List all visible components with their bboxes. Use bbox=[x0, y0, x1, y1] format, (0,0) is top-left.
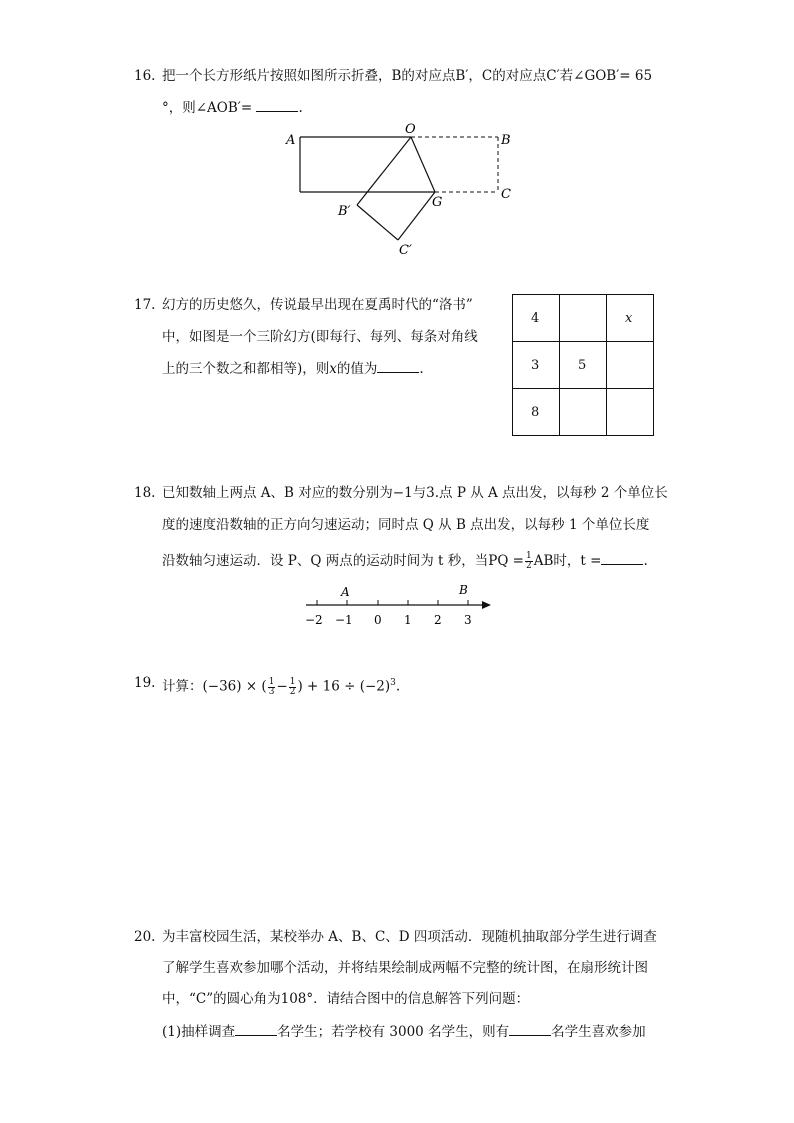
q19-f1-den: 3 bbox=[268, 686, 275, 697]
q19-f2-num: 1 bbox=[289, 676, 296, 687]
magic-cell: 3 bbox=[513, 342, 560, 389]
q20-blank-2 bbox=[509, 1021, 551, 1036]
q16-answer-blank bbox=[256, 97, 298, 112]
tick-label: 3 bbox=[464, 613, 472, 627]
fold-figure bbox=[280, 122, 520, 262]
q17-line3-mid: 的值为 bbox=[336, 361, 378, 377]
tick-label: −1 bbox=[335, 613, 353, 627]
q17-var-x: x bbox=[329, 361, 337, 377]
q17-line2: 中，如图是一个三阶幻方(即每行、每列、每条对角线 bbox=[162, 329, 478, 345]
q18-line2: 度的速度沿数轴的正方向匀速运动；同时点 Q 从 B 点出发，以每秒 1 个单位长度 bbox=[162, 517, 650, 533]
label-Bp: B′ bbox=[338, 204, 351, 219]
magic-cell bbox=[560, 295, 607, 342]
q20-line3: 中，“C”的圆心角为108°．请结合图中的信息解答下列问题： bbox=[162, 991, 530, 1007]
label-A: A bbox=[286, 133, 296, 148]
label-B: B bbox=[501, 133, 511, 148]
q18-number: 18. bbox=[134, 485, 156, 501]
q20-blank-1 bbox=[235, 1021, 277, 1036]
tick-label: 2 bbox=[434, 613, 442, 627]
magic-row bbox=[513, 389, 654, 436]
magic-cell: x bbox=[607, 295, 654, 342]
number-line bbox=[298, 580, 498, 630]
q18-frac-den: 2 bbox=[526, 561, 532, 571]
q20-line4-b: 名学生；若学校有 3000 名学生，则有 bbox=[277, 1024, 510, 1040]
magic-row bbox=[513, 342, 654, 389]
tick-label: 1 bbox=[404, 613, 412, 627]
label-G: G bbox=[432, 195, 443, 210]
q20-line4 bbox=[162, 1021, 646, 1042]
q17-line3 bbox=[162, 358, 424, 379]
q19-frac1 bbox=[268, 678, 276, 697]
label-C: C bbox=[501, 187, 511, 202]
q16-number: 16. bbox=[134, 68, 156, 84]
q18-line3 bbox=[162, 550, 648, 571]
tick-label: 0 bbox=[374, 613, 382, 627]
q19-number: 19. bbox=[134, 675, 156, 691]
fold-line-OG bbox=[411, 137, 435, 192]
q19-pre: 计算：(−36) × ( bbox=[162, 678, 267, 695]
tick-label: −2 bbox=[305, 613, 323, 627]
axis-arrow bbox=[482, 601, 491, 609]
q16-line2-post: . bbox=[298, 100, 303, 116]
q19-exponent: 3 bbox=[390, 678, 396, 688]
magic-row bbox=[513, 295, 654, 342]
label-Cp: C′ bbox=[399, 243, 412, 258]
q19-f1-num: 1 bbox=[268, 676, 275, 687]
magic-cell bbox=[607, 389, 654, 436]
point-B-label: B bbox=[459, 583, 468, 597]
segment-OBp bbox=[357, 137, 411, 205]
magic-cell: 8 bbox=[513, 389, 560, 436]
magic-cell bbox=[560, 389, 607, 436]
q16-line2 bbox=[162, 97, 303, 118]
magic-cell: 5 bbox=[560, 342, 607, 389]
label-O: O bbox=[405, 122, 416, 137]
magic-square bbox=[512, 294, 654, 436]
q19-post: ) + 16 ÷ (−2) bbox=[297, 678, 391, 695]
q20-line4-c: 名学生喜欢参加 bbox=[551, 1024, 646, 1040]
q19-minus: − bbox=[276, 678, 288, 695]
q17-line3-pre: 上的三个数之和都相等)，则 bbox=[162, 361, 330, 377]
q20-number: 20. bbox=[134, 929, 156, 945]
q17-answer-blank bbox=[377, 358, 419, 373]
q16-line2-pre: °，则∠AOB′= bbox=[162, 100, 257, 116]
q19-f2-den: 2 bbox=[289, 686, 296, 697]
q20-line1: 为丰富校园生活，某校举办 A、B、C、D 四项活动．现随机抽取部分学生进行调查 bbox=[162, 929, 657, 945]
magic-cell: 4 bbox=[513, 295, 560, 342]
segment-BpCp bbox=[357, 205, 398, 240]
magic-cell bbox=[607, 342, 654, 389]
q18-frac-num: 1 bbox=[526, 551, 532, 561]
q18-line1: 已知数轴上两点 A、B 对应的数分别为−1与3.点 P 从 A 点出发，以每秒 2 个单位长 bbox=[162, 485, 668, 501]
point-A-label: A bbox=[341, 585, 350, 599]
q19-frac2 bbox=[289, 678, 297, 697]
q16-line1: 把一个长方形纸片按照如图所示折叠，B的对应点B′，C的对应点C′若∠GOB′= 65 bbox=[162, 68, 653, 84]
q19-end: . bbox=[395, 678, 401, 695]
q18-answer-blank bbox=[601, 550, 643, 565]
q19-expression bbox=[162, 673, 400, 697]
q20-line4-a: (1)抽样调查 bbox=[162, 1024, 236, 1040]
q18-fraction bbox=[525, 552, 533, 571]
q17-line1: 幻方的历史悠久，传说最早出现在夏禹时代的“洛书” bbox=[162, 297, 473, 313]
segment-CpG bbox=[398, 192, 435, 240]
q20-line2: 了解学生喜欢参加哪个活动，并将结果绘制成两幅不完整的统计图，在扇形统计图 bbox=[162, 960, 648, 976]
q17-line3-post: . bbox=[419, 361, 424, 377]
q18-line3-pre: 沿数轴匀速运动．设 P、Q 两点的运动时间为 t 秒，当PQ = bbox=[162, 553, 524, 569]
q17-number: 17. bbox=[134, 297, 156, 313]
q18-line3-mid: AB时，t = bbox=[533, 553, 602, 569]
q18-line3-post: . bbox=[643, 553, 648, 569]
